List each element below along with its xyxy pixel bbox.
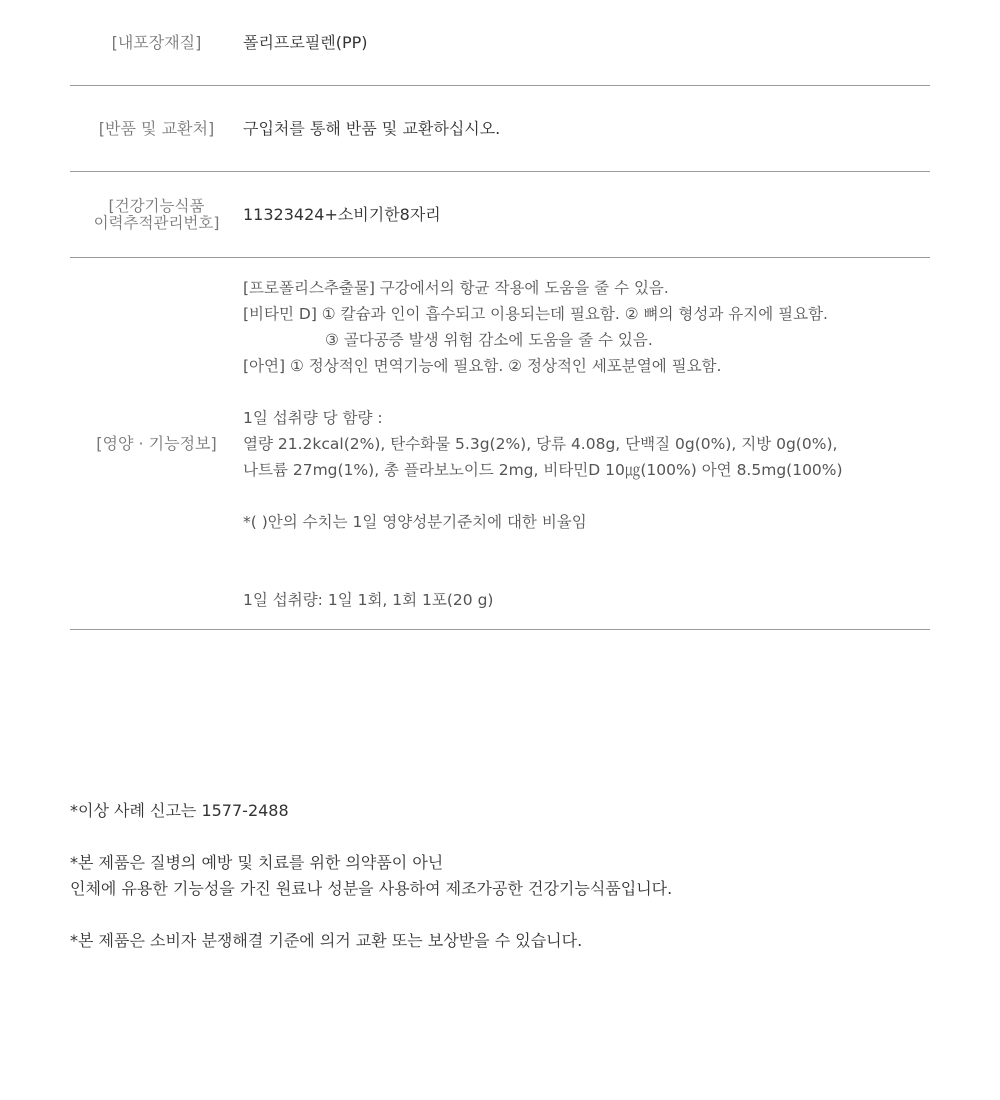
nutrition-info [243, 275, 930, 613]
nutrition-line: [비타민 D] ① 칼슘과 인이 흡수되고 이용되는데 필요함. ② 뼈의 형성과 유지에 필요함. [243, 304, 828, 323]
nutrition-line: [프로폴리스추출물] 구강에서의 항균 작용에 도움을 줄 수 있음. [243, 278, 669, 297]
spec-label-line: [건강기능식품 [108, 196, 205, 215]
spec-row-inner-packaging [70, 0, 930, 86]
product-spec-table [70, 0, 930, 630]
spec-label: [내포장재질] [111, 32, 202, 52]
compensation-text: *본 제품은 소비자 분쟁해결 기준에 의거 교환 또는 보상받을 수 있습니다. [70, 931, 583, 950]
nutrition-line: 열량 21.2kcal(2%), 탄수화물 5.3g(2%), 당류 4.08g, 단백질 0g(0%), 지방 0g(0%), [243, 434, 838, 453]
spec-label [70, 198, 243, 232]
spec-label-line: 이력추적관리번호] [93, 213, 220, 232]
nutrition-line: [아연] ① 정상적인 면역기능에 필요함. ② 정상적인 세포분열에 필요함. [243, 356, 722, 375]
notice-section [70, 798, 930, 954]
spec-value: 구입처를 통해 반품 및 교환하십시오. [243, 118, 501, 138]
nutrition-line: 나트륨 27mg(1%), 총 플라보노이드 2mg, 비타민D 10㎍(100%) 아연 8.5mg(100%) [243, 460, 843, 479]
spec-value: 폴리프로필렌(PP) [243, 32, 368, 52]
nutrition-line: ③ 골다공증 발생 위험 감소에 도움을 줄 수 있음. [325, 330, 653, 349]
disclaimer-text: *본 제품은 질병의 예방 및 치료를 위한 의약품이 아닌 [70, 853, 444, 872]
spec-value: 11323424+소비기한8자리 [243, 204, 441, 224]
nutrition-line: 1일 섭취량: 1일 1회, 1회 1포(20 g) [243, 590, 494, 609]
nutrition-line: 1일 섭취량 당 함량 : [243, 408, 383, 427]
disclaimer-text: 인체에 유용한 기능성을 가진 원료나 성분을 사용하여 제조가공한 건강기능식품입니다. [70, 879, 673, 898]
spec-label: [영양 · 기능정보] [96, 433, 217, 453]
adverse-event-report-text: *이상 사례 신고는 1577-2488 [70, 801, 289, 820]
spec-row-return-exchange [70, 86, 930, 172]
spec-row-traceability-number [70, 172, 930, 258]
spec-label: [반품 및 교환처] [98, 118, 215, 138]
nutrition-line: *( )안의 수치는 1일 영양성분기준치에 대한 비율임 [243, 512, 587, 531]
spec-row-nutrition-function [70, 258, 930, 630]
